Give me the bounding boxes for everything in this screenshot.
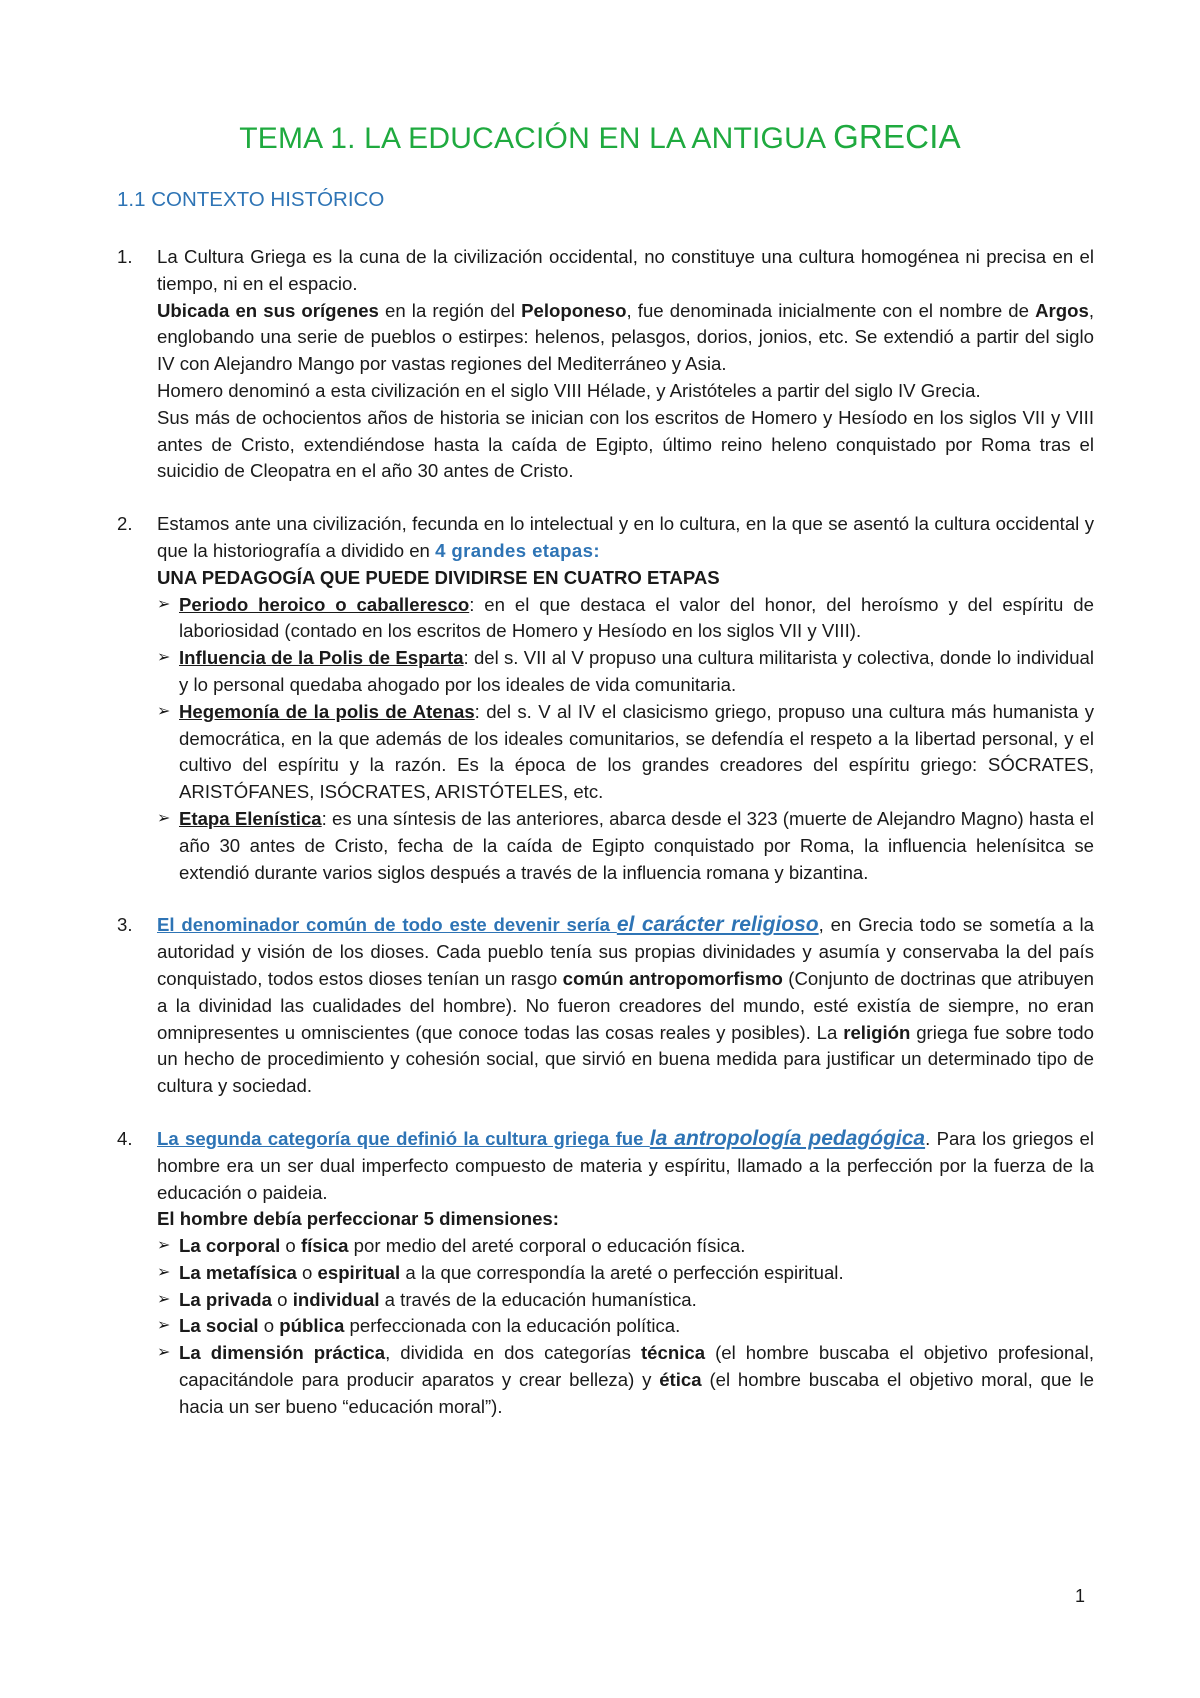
item-number: 1. — [117, 246, 133, 267]
stage-item — [157, 806, 1094, 886]
paragraph: Sus más de ochocientos años de historia se inician con los escritos de Homero y Hesíodo en los siglos VII y VIII antes de Cristo, extendiéndose hasta la caída de Egipto, último reino heleno conquistado por Roma tras el suicidio de Cleopatra en el año 30 antes de Cristo. — [157, 406, 1094, 482]
bold-text: El hombre debía perfeccionar 5 dimensiones: — [157, 1208, 559, 1230]
text: (el hombre buscaba el objetivo moral, que le hacia un ser bueno “educación moral”). — [179, 1369, 1094, 1417]
stage-item — [157, 645, 1094, 699]
text: o — [296, 1261, 318, 1283]
text: en la región del — [378, 299, 522, 321]
stage-list — [157, 592, 1094, 887]
highlight-text: 4 grandes etapas: — [435, 539, 600, 561]
dimension-list — [157, 1233, 1094, 1421]
bold-text: ética — [659, 1369, 702, 1391]
text: por medio del areté corporal o educación física. — [348, 1235, 746, 1257]
text: a la que correspondía la areté o perfección espiritual. — [400, 1261, 844, 1283]
list-item-2 — [117, 511, 1094, 886]
arrow-bullet-icon: ➢ — [157, 595, 171, 613]
bold-text: técnica — [640, 1342, 706, 1364]
stage-label: Influencia de la Polis de Esparta — [179, 647, 464, 669]
text: o — [272, 1288, 293, 1310]
dimension-item — [157, 1340, 1094, 1420]
section-heading: 1.1 CONTEXTO HISTÓRICO — [117, 188, 385, 211]
text: o — [258, 1315, 280, 1337]
text: perfeccionada con la educación política. — [344, 1315, 681, 1337]
stage-label: Hegemonía de la polis de Atenas — [179, 700, 475, 722]
list-item-4 — [117, 1126, 1094, 1421]
bold-text: La privada — [179, 1288, 273, 1310]
bold-text: religión — [843, 1021, 911, 1043]
bold-text: espiritual — [317, 1261, 401, 1283]
subheading — [157, 1206, 1094, 1233]
bold-text: UNA PEDAGOGÍA QUE PUEDE DIVIDIRSE EN CUATRO ETAPAS — [157, 566, 720, 588]
document-title — [0, 118, 1200, 156]
text: o — [280, 1235, 301, 1257]
text: , dividida en dos categorías — [385, 1342, 641, 1364]
arrow-bullet-icon: ➢ — [157, 1290, 171, 1308]
item-number: 3. — [117, 914, 133, 936]
stage-text: : del s. V al IV el clasicismo griego, propuso una cultura más humanista y democrática, en la que además de los ideales comunitarios, se defendía el respeto a la libertad personal, y el cultivo del espíritu y la razón. Es la época de los grandes creadores del espíritu griego: SÓCRATES, ARISTÓFANES, ISÓCRATES, ARISTÓTELES, etc. — [179, 700, 1094, 803]
paragraph: Homero denominó a esta civilización en el siglo VIII Hélade, y Aristóteles a partir del siglo IV Grecia. — [157, 379, 981, 401]
link-text[interactable]: La segunda categoría que definió la cultura griega fue — [157, 1127, 650, 1149]
subheading — [157, 565, 1094, 592]
stage-item — [157, 699, 1094, 806]
dimension-item — [157, 1287, 1094, 1314]
dimension-item — [157, 1233, 1094, 1260]
text: , fue denominada inicialmente con el nombre de — [626, 299, 1036, 321]
stage-text: : es una síntesis de las anteriores, abarca desde el 323 (muerte de Alejandro Magno) hasta el año 30 antes de Cristo, fecha de la caída de Egipto conquistado por Roma, la influencia helenísitca se extendió durante varios siglos después a través de la influencia romana y bizantina. — [179, 807, 1094, 883]
bold-text: Peloponeso — [521, 299, 627, 321]
bold-text: física — [300, 1235, 349, 1257]
text: (Conjunto de doctrinas que atribuyen a la divinidad las cualidades del hombre). No fueron creadores del mundo, esté existía de siempre, no eran omnipresentes u omniscientes (que conoce todas las cosas reales y posibles). La — [157, 967, 1095, 1043]
arrow-bullet-icon: ➢ — [157, 1344, 171, 1362]
dimension-item — [157, 1313, 1094, 1340]
paragraph: La Cultura Griega es la cuna de la civilización occidental, no constituye una cultura homogénea ni precisa en el tiempo, ni en el espacio. — [157, 246, 1094, 294]
paragraph — [157, 1126, 1094, 1206]
paragraph — [157, 511, 1094, 565]
arrow-bullet-icon: ➢ — [157, 809, 171, 827]
text: a través de la educación humanística. — [379, 1288, 697, 1310]
text: griega fue sobre todo un hecho de procedimiento y cohesión social, que sirvió en buena medida para justificar un determinado tipo de cultura y sociedad. — [157, 1021, 1094, 1097]
bold-text: La metafísica — [179, 1261, 297, 1283]
arrow-bullet-icon: ➢ — [157, 649, 171, 667]
text: Estamos ante una civilización, fecunda en lo intelectual y en lo cultura, en la que se asentó la cultura occidental y que la historiografía a dividido en — [157, 513, 1094, 561]
text: , englobando una serie de pueblos o estirpes: helenos, pelasgos, dorios, jonios, etc. Se extendió a partir del siglo IV con Alejandro Mango por vastas regiones del Mediterráneo y Asia. — [157, 299, 1094, 375]
bold-text: La dimensión práctica — [179, 1342, 386, 1364]
link-emphasis[interactable]: el carácter religioso — [616, 913, 819, 937]
link-text[interactable]: El denominador común de todo este devenir sería — [157, 914, 617, 936]
text: (el hombre buscaba el objetivo profesional, capacitándole para producir aparatos y crear belleza) y — [179, 1342, 1094, 1391]
text: , en Grecia todo se sometía a la autoridad y visión de los dioses. Cada pueblo tenía sus propias divinidades y asumía y conservaba la del país conquistado, todos estos dioses tenían un rasgo — [157, 914, 1094, 989]
stage-label: Periodo heroico o caballeresco — [179, 593, 470, 615]
bold-text: La social — [179, 1315, 259, 1337]
bold-text: Argos — [1035, 299, 1089, 321]
bold-text: individual — [292, 1288, 380, 1310]
list-item-3 — [117, 912, 1094, 1100]
bold-text: común antropomorfismo — [562, 967, 783, 989]
document-body — [117, 244, 1094, 1421]
text: . Para los griegos el hombre era un ser dual imperfecto compuesto de materia y espíritu, llamado a la perfección por la fuerza de la educación o paideia. — [157, 1127, 1094, 1203]
bold-text: pública — [279, 1315, 345, 1337]
paragraph — [157, 298, 1094, 378]
arrow-bullet-icon: ➢ — [157, 1317, 171, 1335]
item-number: 4. — [117, 1127, 133, 1149]
item-number: 2. — [117, 513, 133, 535]
arrow-bullet-icon: ➢ — [157, 1237, 171, 1255]
stage-label: Etapa Elenística — [179, 807, 322, 829]
page-number: 1 — [1074, 1586, 1085, 1606]
stage-item — [157, 592, 1094, 646]
dimension-item — [157, 1260, 1094, 1287]
stage-text: : en el que destaca el valor del honor, del heroísmo y del espíritu de laboriosidad (contado en los escritos de Homero y Hesíodo en los siglos VII y VIII). — [179, 593, 1094, 642]
stage-text: : del s. VII al V propuso una cultura militarista y colectiva, donde lo individual y lo personal quedaba ahogado por los ideales de vida comunitaria. — [179, 647, 1095, 695]
arrow-bullet-icon: ➢ — [157, 1263, 171, 1281]
bold-text: Ubicada en sus orígenes — [157, 299, 379, 321]
paragraph — [157, 912, 1094, 1100]
title-last-word: GRECIA — [833, 118, 961, 155]
title-main: TEMA 1. LA EDUCACIÓN EN LA ANTIGUA — [239, 122, 834, 155]
list-item-1 — [117, 244, 1094, 485]
arrow-bullet-icon: ➢ — [157, 702, 171, 720]
bold-text: La corporal — [179, 1235, 281, 1257]
link-emphasis[interactable]: la antropología pedagógica — [649, 1126, 926, 1150]
